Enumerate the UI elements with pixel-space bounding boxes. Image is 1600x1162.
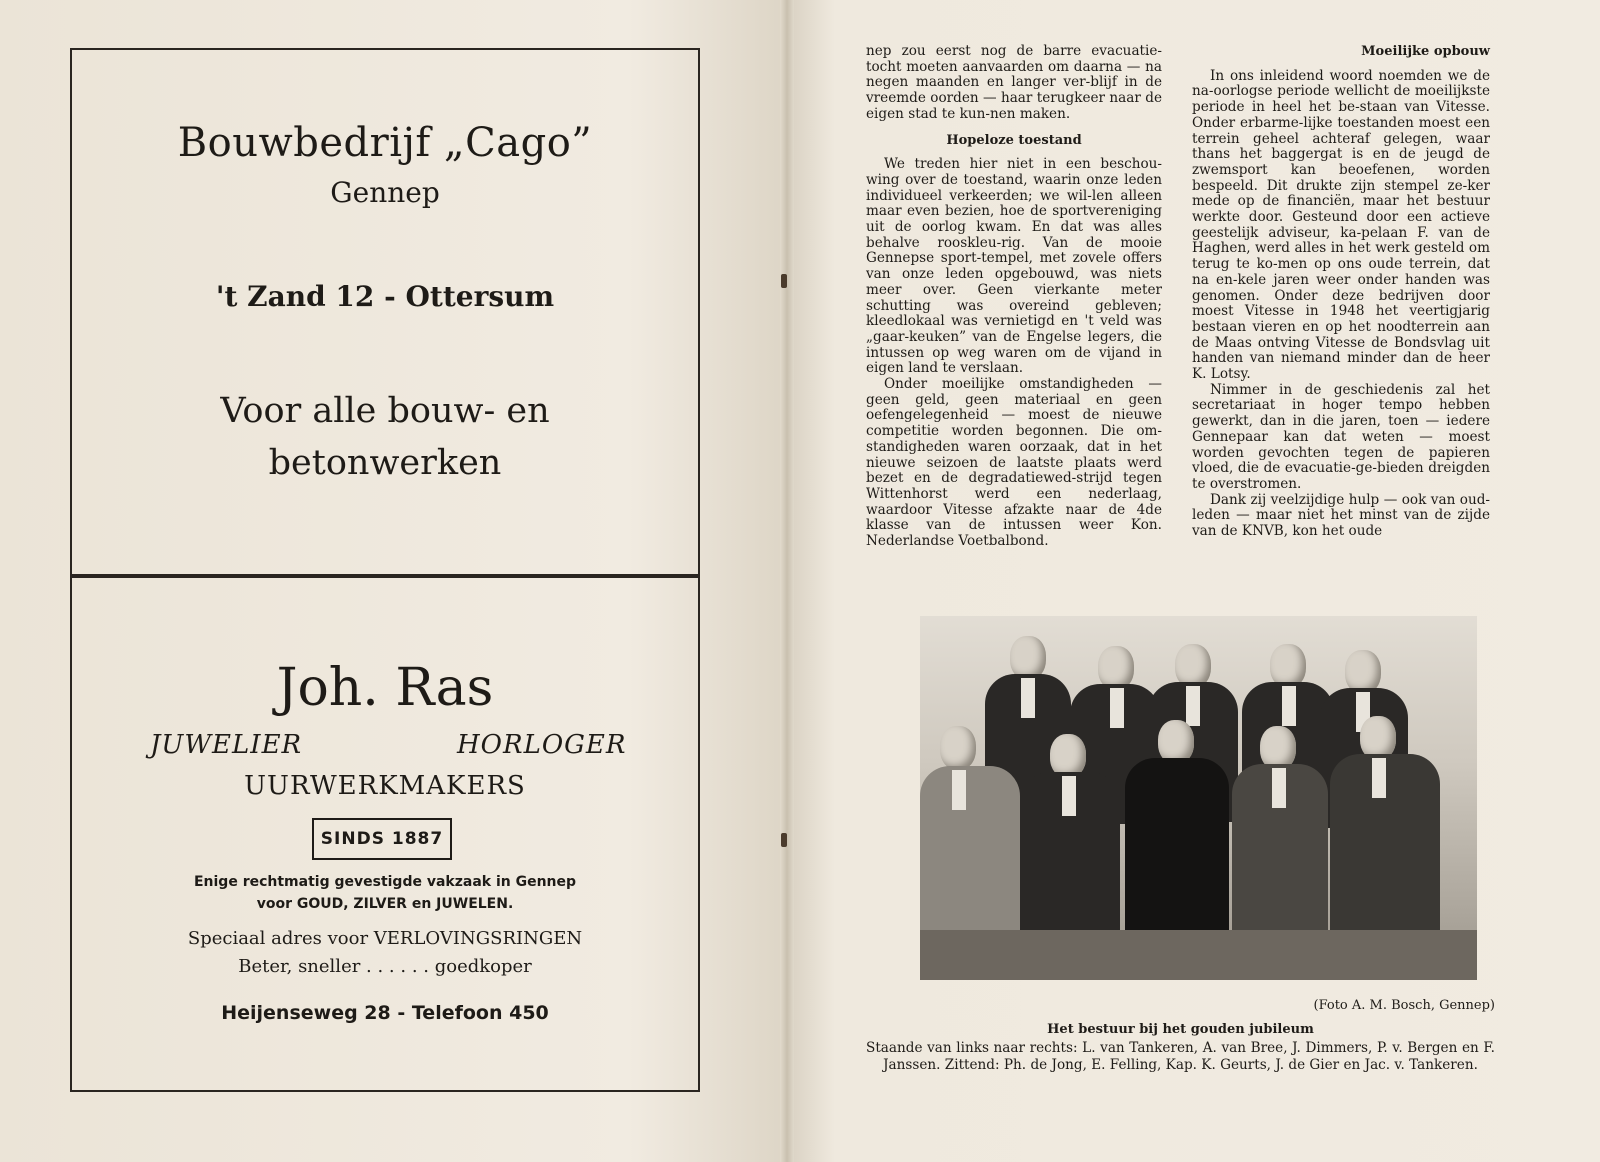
jeweler-ad (70, 576, 700, 1092)
paragraph: We treden hier niet in een beschou-wing over de toestand, waarin onze leden individueel verkeerden; we wil-len alleen maar even bezien, hoe de sportvereniging uit de oorlog kwam. En dat was alles behalve rooskleu-rig. Van de mooie Gennepse sport-tempel, met zovele offers van onze leden opgebouwd, was niets meer over. Geen vierkante meter schutting was overeind gebleven; kleedlokaal was vernietigd en 't veld was „gaar-keuken” van de Engelse legers, die intussen op weg waren om de vijand in eigen land te verslaan. (866, 156, 1162, 377)
paragraph: Nimmer in de geschiedenis zal het secretariaat in hoger tempo hebben gewerkt, dan in die jaren, toen — iedere Gennepaar kan dat weten — moest worden gevochten tegen de papieren vloed, die de evacuatie-ge-bieden dreigden te overstromen. (1192, 381, 1490, 492)
bouwbedrijf-city: Gennep (330, 176, 440, 209)
trade-juwelier: JUWELIER (150, 730, 303, 760)
better-line: Beter, sneller . . . . . . goedkoper (238, 956, 532, 977)
left-page (0, 0, 786, 1162)
bouwbedrijf-slogan (72, 385, 698, 489)
bouwbedrijf-title: Bouwbedrijf „Cago” (177, 120, 593, 166)
group-photo (920, 616, 1477, 980)
contact-line: Heijenseweg 28 - Telefoon 450 (221, 1002, 549, 1024)
staple-mark (781, 274, 787, 288)
article-column-2 (1192, 44, 1490, 540)
tagline-1: Enige rechtmatig gevestigde vakzaak in Gennep (193, 874, 577, 890)
section-heading: Moeilijke opbouw (1361, 44, 1490, 59)
trade-horloger: HORLOGER (457, 730, 627, 760)
section-heading: Hopeloze toestand (946, 132, 1082, 148)
bouwbedrijf-address: 't Zand 12 - Ottersum (215, 280, 555, 313)
paragraph: Onder moeilijke omstandigheden — geen geld, geen materiaal en geen oefengelegenheid — moest de nieuwe competitie worden begonnen. Die om-standigheden waren oorzaak, dat in het nieuwe seizoen de laatste plaats werd bezet en de degradatiewed-strijd tegen Wittenhorst werd een nederlaag, waardoor Vitesse afzakte naar de 4de klasse van de intussen weer Kon. Nederlandse Voetbalbond. (866, 376, 1162, 550)
page-gutter (780, 0, 794, 1162)
since-badge: SINDS 1887 (312, 818, 452, 860)
staple-mark (781, 833, 787, 847)
trade-uurwerkmakers: UURWERKMAKERS (244, 771, 526, 801)
photo-caption-title: Het bestuur bij het gouden jubileum (1047, 1022, 1314, 1037)
slogan-line-2: betonwerken (268, 443, 502, 483)
article-column-1 (866, 44, 1162, 550)
tagline-2: voor GOUD, ZILVER en JUWELEN. (256, 896, 514, 912)
slogan-line-1: Voor alle bouw- en (220, 391, 550, 431)
special-address: Speciaal adres voor VERLOVINGSRINGEN (187, 928, 583, 949)
bouwbedrijf-ad (70, 48, 700, 576)
paragraph: In ons inleidend woord noemden we de na-oorlogse periode wellicht de moeilijkste periode in heel het be-staan van Vitesse. Onder erbarme-lijke toestanden moest een terrein geheel achteraf gelegen, waar thans het baggergat is en de jeugd de zwemsport kan beoefenen, worden bespeeld. Dit drukte zijn stempel ze-ker mede op de financiën, maar het bestuur werkte door. Gesteund door een actieve geestelijk adviseur, ka-pelaan F. van de Haghen, werd alles in het werk gesteld om terug te ko-men op ons oude terrein, dat na en-kele jaren weer onder handen was genomen. Onder deze bedrijven door moest Vitesse in 1948 het veertigjarig bestaan vieren en op het noodterrein aan de Maas ontving Vitesse de Bondsvlag uit handen van niemand minder dan de heer K. Lotsy. (1192, 67, 1490, 383)
jeweler-name: Joh. Ras (276, 658, 494, 718)
paragraph: Dank zij veelzijdige hulp — ook van oud-leden — maar niet het minst van de zijde van de KNVB, kon het oude (1192, 491, 1490, 540)
paragraph: nep zou eerst nog de barre evacuatie-tocht moeten aanvaarden om daarna — na negen maanden en langer ver-blijf in de vreemde oorden — haar terugkeer naar de eigen stad te kun-nen maken. (866, 43, 1162, 122)
photo-caption: Staande van links naar rechts: L. van Tankeren, A. van Bree, J. Dimmers, P. v. Bergen en F. Janssen. Zittend: Ph. de Jong, E. Felling, Kap. K. Geurts, J. de Gier en Jac. v. Tankeren. (866, 1040, 1495, 1073)
photo-credit: (Foto A. M. Bosch, Gennep) (1313, 998, 1495, 1013)
